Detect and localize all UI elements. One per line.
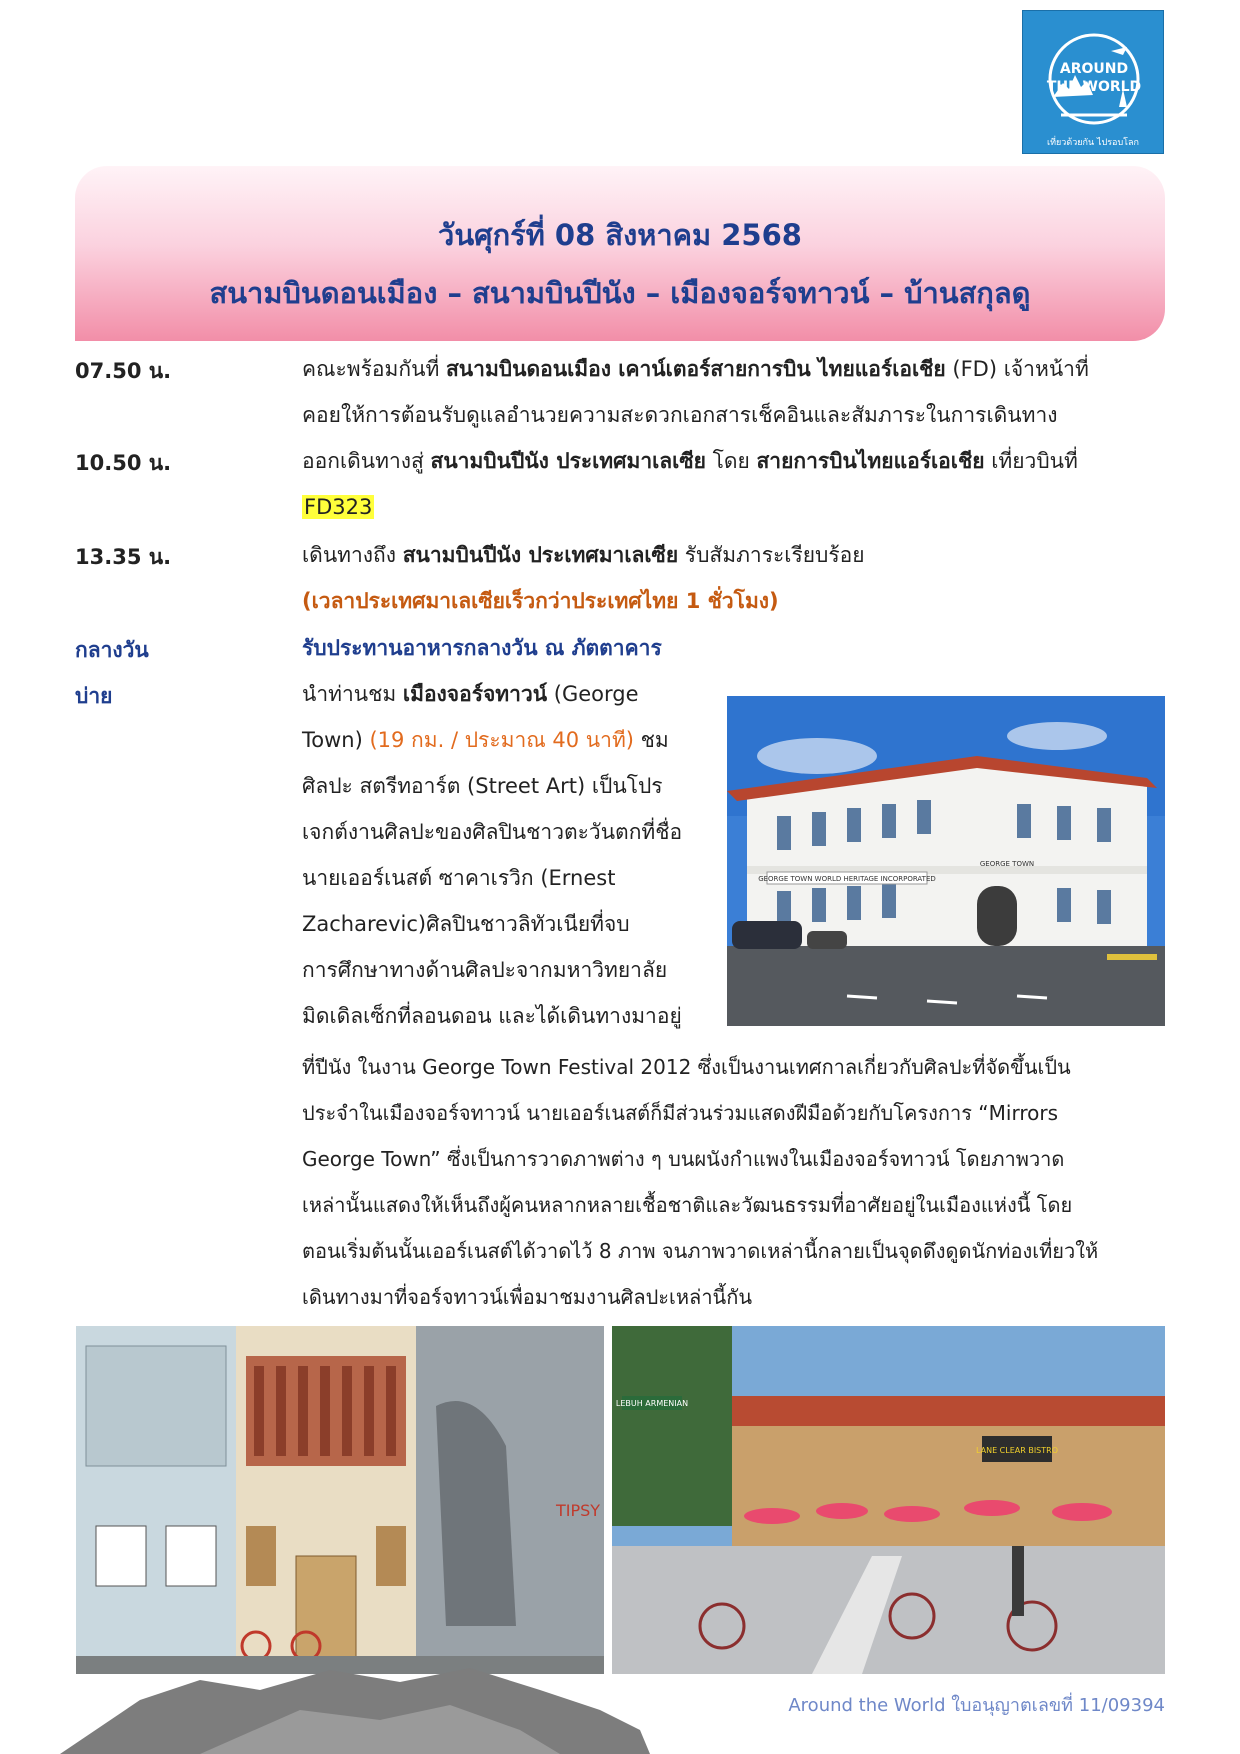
text-span: (FD) เจ้าหน้าที่ bbox=[945, 357, 1089, 381]
schedule-item-1050 bbox=[302, 438, 1165, 530]
shop-sign-text: LANE CLEAR BISTRO bbox=[975, 1446, 1059, 1455]
text-span: โดย bbox=[705, 449, 757, 473]
afternoon-line: ที่ปีนัง ในงาน George Town Festival 2012 ซึ่งเป็นงานเทศกาลเกี่ยวกับศิลปะที่จัดขึ้นเป็น bbox=[302, 1055, 1071, 1079]
text-span: คณะพร้อมกันที่ bbox=[302, 357, 446, 381]
afternoon-line bbox=[302, 717, 712, 763]
afternoon-line: ตอนเริ่มต้นนั้นเออร์เนสต์ได้วาดไว้ 8 ภาพ จนภาพวาดเหล่านี้กลายเป็นจุดดึงดูดนักท่องเที่ยวให้ bbox=[302, 1239, 1099, 1263]
license-footer: Around the World ใบอนุญาตเลขที่ 11/09394 bbox=[788, 1695, 1165, 1716]
day-route-title: สนามบินดอนเมือง – สนามบินปีนัง – เมืองจอร์จทาวน์ – บ้านสกุลดู bbox=[209, 276, 1031, 310]
place-bold: เมืองจอร์จทาวน์ bbox=[402, 682, 548, 706]
afternoon-label: บ่าย bbox=[75, 684, 113, 708]
george-town-building-photo bbox=[727, 696, 1165, 1026]
schedule-item-1335 bbox=[302, 532, 1165, 624]
schedule-text-line bbox=[302, 484, 1165, 530]
logo-text-world: THE WORLD bbox=[1046, 79, 1142, 95]
schedule-text-line bbox=[302, 346, 1165, 392]
tipsy-sign-text: TIPSY bbox=[556, 1501, 601, 1520]
time-1050: 10.50 น. bbox=[75, 451, 172, 475]
afternoon-narrow-text bbox=[302, 671, 712, 1039]
airport-bold: สนามบินปีนัง ประเทศมาเลเซีย bbox=[402, 543, 679, 567]
logo-text-around: AROUND bbox=[1059, 61, 1129, 77]
afternoon-line: ศิลปะ สตรีทอาร์ต (Street Art) เป็นโปร bbox=[302, 774, 663, 798]
globe-logo-icon bbox=[1023, 11, 1164, 154]
logo-tagline: เที่ยวด้วยกัน ไปรอบโลก bbox=[1047, 138, 1139, 148]
text-span: ออกเดินทางสู่ bbox=[302, 449, 431, 473]
day-date-title: วันศุกร์ที่ 08 สิงหาคม 2568 bbox=[438, 218, 802, 252]
schedule-text-line bbox=[302, 438, 1165, 484]
lunch-text: รับประทานอาหารกลางวัน ณ ภัตตาคาร bbox=[302, 636, 662, 660]
afternoon-wide-text bbox=[302, 1044, 1172, 1320]
text-span: รับสัมภาระเรียบร้อย bbox=[678, 543, 865, 567]
airline-bold: สายการบินไทยแอร์เอเชีย bbox=[756, 449, 985, 473]
afternoon-line: เจกต์งานศิลปะของศิลปินชาวตะวันตกที่ชื่อ bbox=[302, 820, 683, 844]
text-span: เดินทางถึง bbox=[302, 543, 403, 567]
airport-bold: สนามบินดอนเมือง เคาน์เตอร์สายการบิน ไทยแอร์เอเชีย bbox=[445, 357, 946, 381]
text-span: นำท่านชม bbox=[302, 682, 403, 706]
distance-text: (19 กม. / ประมาณ 40 นาที) bbox=[362, 728, 634, 752]
text-span: (George bbox=[547, 682, 639, 706]
lunch-label: กลางวัน bbox=[75, 638, 149, 662]
afternoon-line: มิดเดิลเซ็กที่ลอนดอน และได้เดินทางมาอยู่ bbox=[302, 1004, 682, 1028]
street-sign-text: LEBUH ARMENIAN bbox=[615, 1399, 689, 1408]
schedule-text-line: คอยให้การต้อนรับดูแลอำนวยความสะดวกเอกสารเช็คอินและสัมภาระในการเดินทาง bbox=[302, 403, 1058, 427]
building-corner-text: GEORGE TOWN bbox=[979, 860, 1035, 868]
flight-number-highlight: FD323 bbox=[304, 495, 373, 519]
time-1335: 13.35 น. bbox=[75, 545, 172, 569]
company-logo bbox=[1022, 10, 1164, 154]
afternoon-line: เหล่านั้นแสดงให้เห็นถึงผู้คนหลากหลายเชื้อชาติและวัฒนธรรมที่อาศัยอยู่ในเมืองแห่งนี้ โดย bbox=[302, 1193, 1073, 1217]
building-sign-text: GEORGE TOWN WORLD HERITAGE INCORPORATED bbox=[758, 875, 936, 883]
text-span: ชม bbox=[633, 728, 669, 752]
timezone-note: (เวลาประเทศมาเลเซียเร็วกว่าประเทศไทย 1 ชั่วโมง) bbox=[302, 589, 779, 613]
schedule-text-line bbox=[302, 532, 1165, 578]
text-span: Town) bbox=[302, 728, 363, 752]
afternoon-line: การศึกษาทางด้านศิลปะจากมหาวิทยาลัย bbox=[302, 958, 668, 982]
afternoon-line: เดินทางมาที่จอร์จทาวน์เพื่อมาชมงานศิลปะเหล่านี้กัน bbox=[302, 1285, 752, 1309]
afternoon-line: Zacharevic)ศิลปินชาวลิทัวเนียที่จบ bbox=[302, 912, 630, 936]
day-title-banner bbox=[75, 166, 1165, 341]
afternoon-line: ประจำในเมืองจอร์จทาวน์ นายเออร์เนสต์ก็มีส่วนร่วมแสดงฝีมือด้วยกับโครงการ “Mirrors bbox=[302, 1101, 1058, 1125]
airport-bold: สนามบินปีนัง ประเทศมาเลเซีย bbox=[430, 449, 706, 473]
afternoon-line: George Town” ซึ่งเป็นการวาดภาพต่าง ๆ บนผนังกำแพงในเมืองจอร์จทาวน์ โดยภาพวาด bbox=[302, 1147, 1065, 1171]
text-span: เที่ยวบินที่ bbox=[984, 449, 1078, 473]
time-0750: 07.50 น. bbox=[75, 359, 172, 383]
afternoon-line bbox=[302, 671, 712, 717]
shophouses-photo bbox=[76, 1326, 604, 1674]
trishaw-street-photo bbox=[612, 1326, 1165, 1674]
afternoon-line: นายเออร์เนสต์ ซาคาเรวิก (Ernest bbox=[302, 866, 616, 890]
schedule-item-0750 bbox=[302, 346, 1165, 438]
